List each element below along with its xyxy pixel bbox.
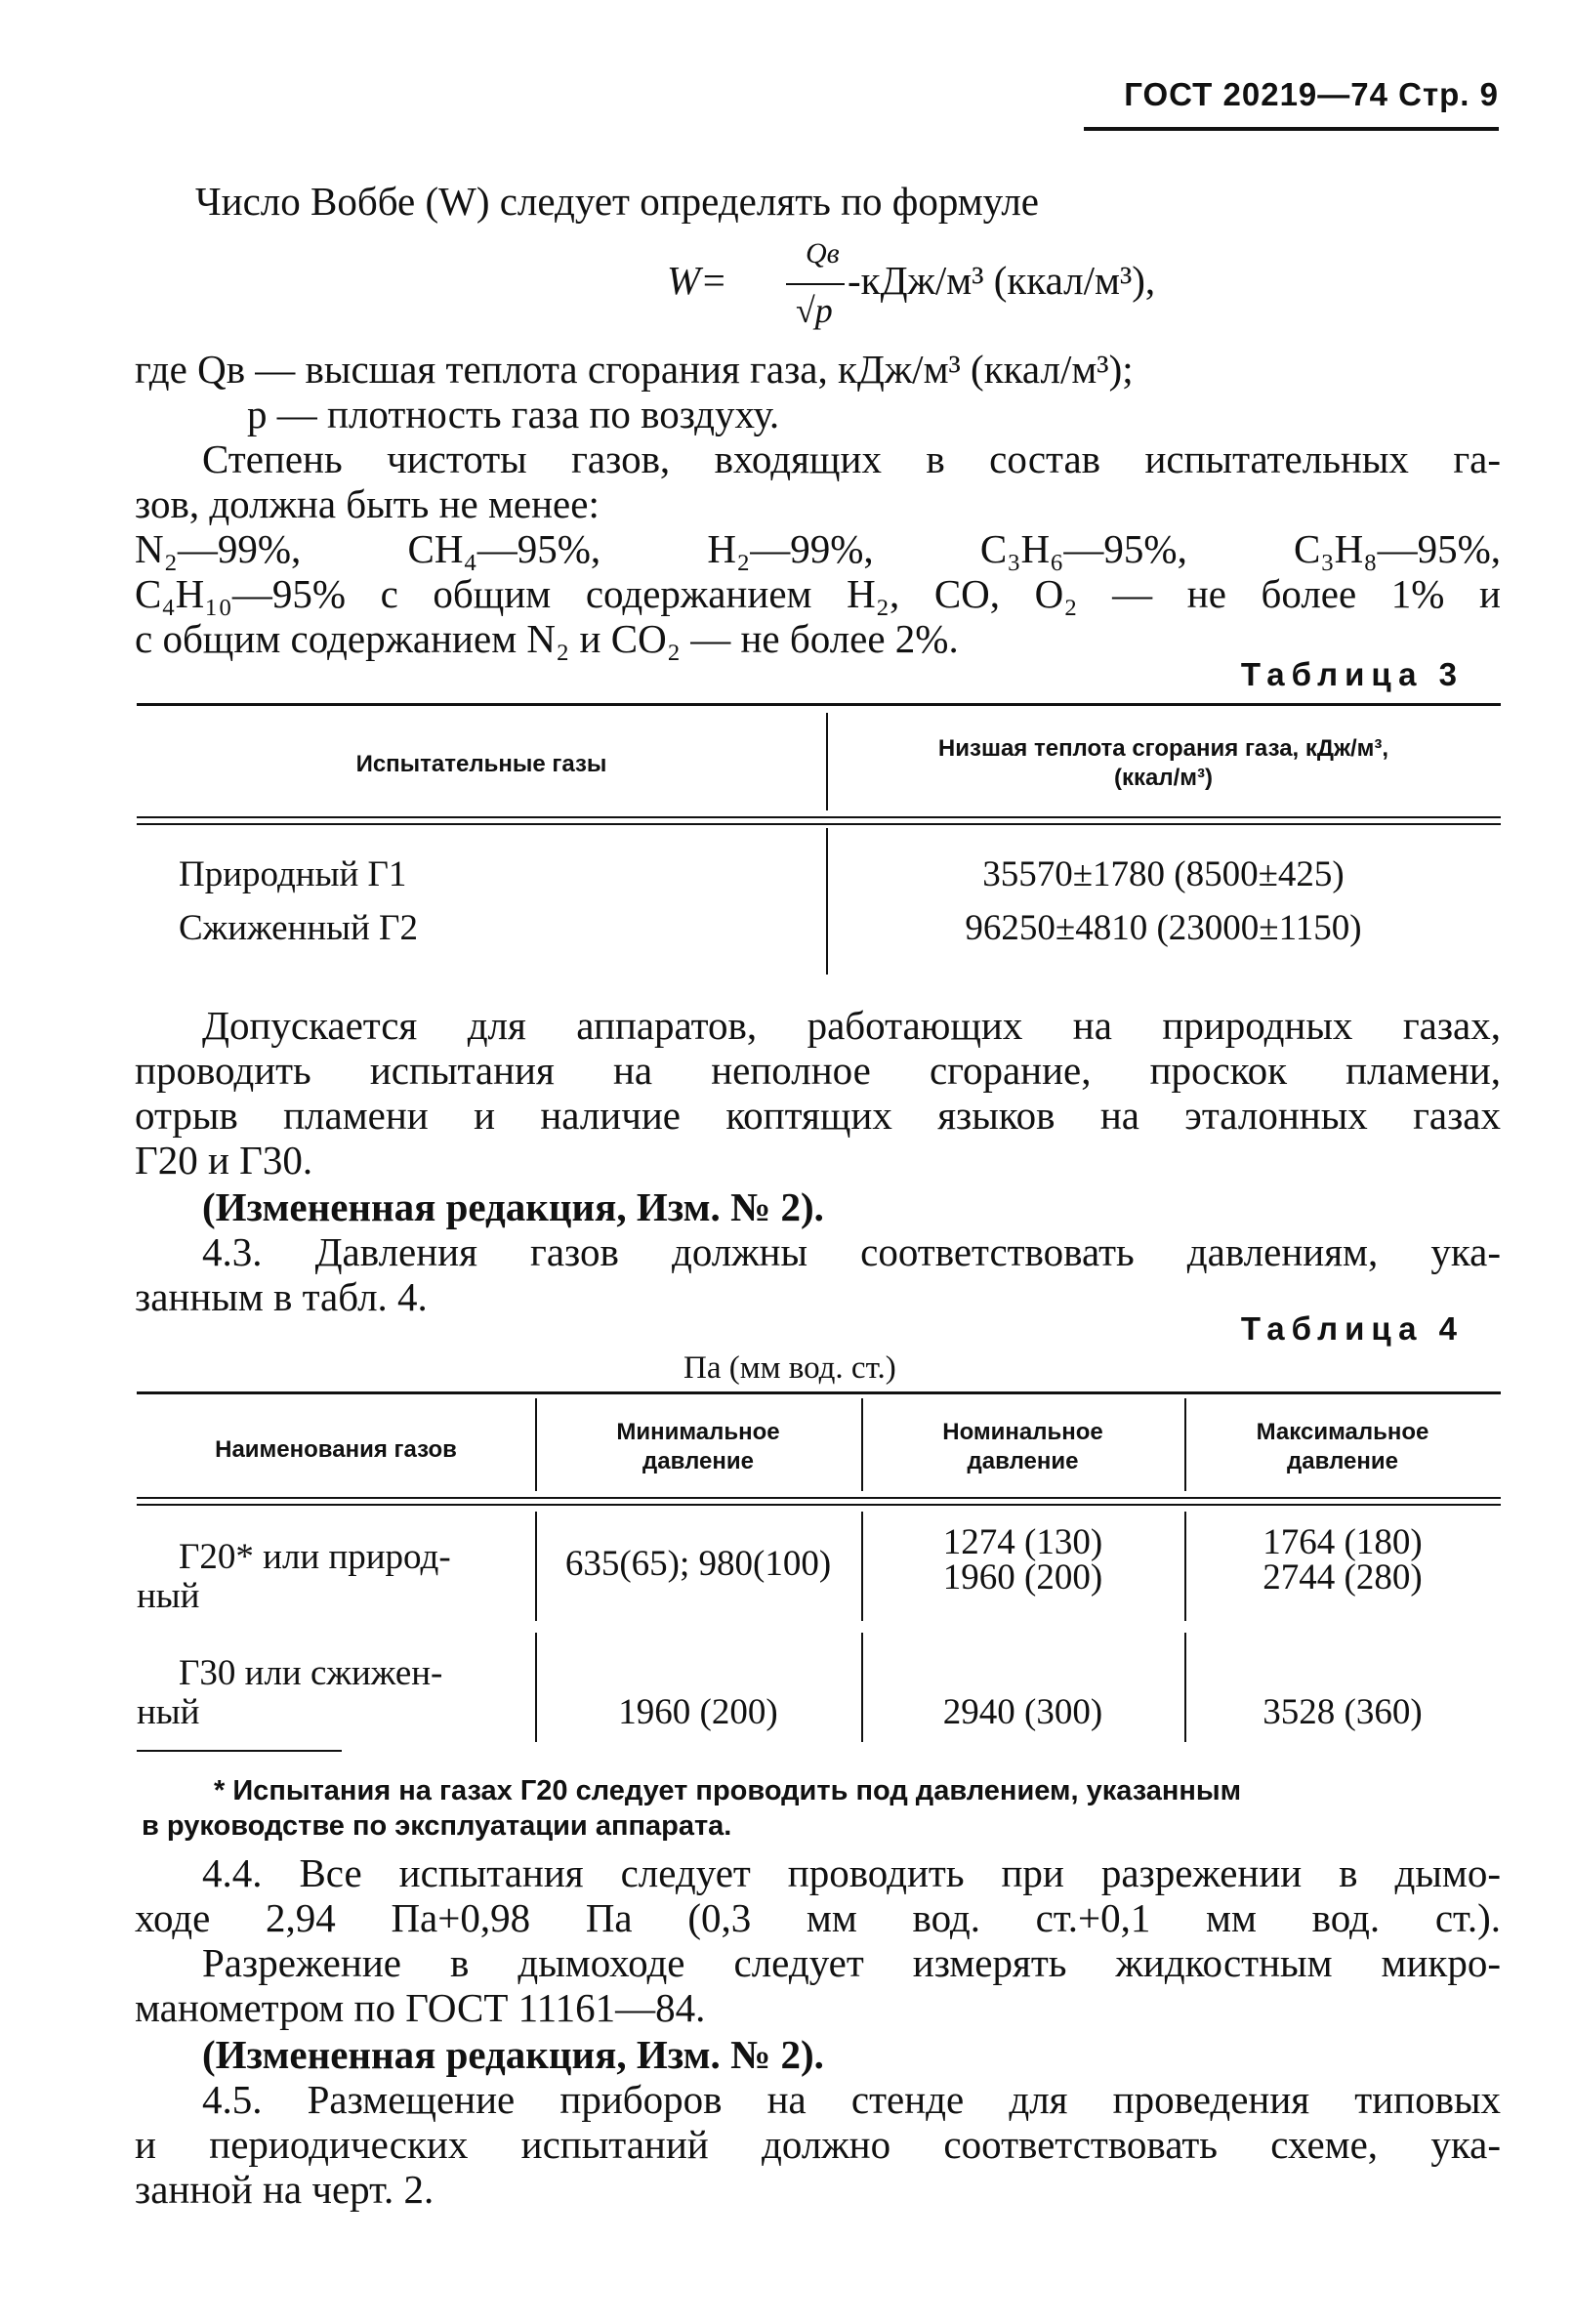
section-4-4-line-1: 4.4. Все испытания следует проводить при разрежении в дымо- <box>202 1850 1501 1895</box>
table-4-col-max-line-1: Максимальное <box>1256 1419 1429 1445</box>
footnote-line-2: в руководстве по эксплуатации аппарата. <box>142 1810 732 1842</box>
table-4-row-1-name-line-2: ный <box>137 1576 200 1616</box>
table-3-col-heat-line-1: Низшая теплота сгорания газа, кДж/м³, <box>937 735 1389 762</box>
table-3-row-1-value: 35570±1780 (8500±425) <box>982 854 1345 894</box>
table-4-caption: Таблица 4 <box>1240 1310 1464 1347</box>
formula-unit: -кДж/м³ (ккал/м³), <box>848 258 1156 303</box>
table-4-row-2-name-line-1: Г30 или сжижен- <box>179 1653 443 1693</box>
formula-numerator: Qв <box>806 237 840 270</box>
table-4-row-1-name-line-1: Г20* или природ- <box>179 1537 451 1577</box>
table-4-row-1-nom-line-1: 1274 (130) <box>942 1522 1103 1562</box>
section-4-5-line-3: занной на черт. 2. <box>135 2167 435 2212</box>
table-3-top-rule <box>137 703 1501 706</box>
table-4-row-2-min: 1960 (200) <box>618 1692 778 1732</box>
table-4-col-nom <box>861 1418 1184 1476</box>
section-4-5-line-2: и периодических испытаний должно соответствовать схеме, ука- <box>135 2122 1501 2167</box>
table-4-col-nom-line-2: давление <box>967 1448 1079 1474</box>
allowed-line-2: проводить испытания на неполное сгорание, проскок пламени, <box>135 1048 1501 1093</box>
table-3-row-1-gas: Природный Г1 <box>179 854 407 894</box>
section-4-5-line-1: 4.5. Размещение приборов на стенде для проведения типовых <box>202 2077 1501 2122</box>
table-4-row-2-name-line-2: ный <box>137 1692 200 1732</box>
table-3-caption: Таблица 3 <box>1240 656 1464 692</box>
table-4-col-min-line-1: Минимальное <box>616 1419 780 1445</box>
edit-note-1: (Измененная редакция, Изм. № 2). <box>202 1184 824 1229</box>
table-4-top-rule <box>137 1391 1501 1394</box>
allowed-line-1: Допускается для аппаратов, работающих на природных газах, <box>202 1003 1501 1048</box>
table-3-col-heat <box>826 734 1501 793</box>
table-4-row-2-nom: 2940 (300) <box>942 1692 1103 1732</box>
purity-line-1: Степень чистоты газов, входящих в состав испытательных га- <box>202 436 1501 481</box>
table-3-row-2-value: 96250±4810 (23000±1150) <box>965 908 1362 948</box>
allowed-line-4: Г20 и Г30. <box>135 1138 313 1183</box>
table-4-row-1-max-line-2: 2744 (280) <box>1263 1557 1423 1598</box>
footnote-rule <box>137 1750 342 1752</box>
where-qb: где Qв — высшая теплота сгорания газа, кДж/м³ (ккал/м³); <box>135 347 1134 392</box>
table-4-row-1-min: 635(65); 980(100) <box>564 1544 832 1584</box>
table-3-col-heat-line-2: (ккал/м³) <box>1113 765 1213 791</box>
table-4-col-max-line-2: давление <box>1287 1448 1398 1474</box>
formula-denominator: √p <box>796 291 833 330</box>
table-4-col-nom-line-1: Номинальное <box>942 1419 1103 1445</box>
table-4-col-min <box>535 1418 861 1476</box>
header-rule <box>1084 127 1499 131</box>
table-4-col-name: Наименования газов <box>215 1436 457 1463</box>
table-4-col-max <box>1184 1418 1501 1476</box>
formula-lhs: W= <box>667 258 727 303</box>
section-4-3-line-1: 4.3. Давления газов должны соответствовать давлениям, ука- <box>202 1229 1501 1274</box>
table-4-row-1-nom-line-2: 1960 (200) <box>942 1557 1103 1598</box>
purity-line-3: N₂—99%, CH₄—95%, H₂—99%, C₃H₆—95%, C₃H₈—95%, <box>135 526 1501 571</box>
table-4-header-rule <box>137 1497 1501 1506</box>
table-3-body-divider <box>826 828 828 975</box>
section-4-4-line-3: Разрежение в дымоходе следует измерять жидкостным микро- <box>202 1940 1501 1985</box>
wobbe-intro: Число Воббе (W) следует определять по формуле <box>195 179 1040 224</box>
purity-line-5: с общим содержанием N₂ и CO₂ — не более 2%. <box>135 616 959 661</box>
section-4-4-line-2: ходе 2,94 Па+0,98 Па (0,3 мм вод. ст.+0,1 мм вод. ст.). <box>135 1895 1501 1940</box>
purity-line-4: C₄H₁₀—95% с общим содержанием H₂, CO, O₂ — не более 1% и <box>135 571 1501 616</box>
where-p: p — плотность газа по воздуху. <box>247 392 780 436</box>
table-4-row-1-max-line-1: 1764 (180) <box>1263 1522 1423 1562</box>
purity-line-2: зов, должна быть не менее: <box>135 481 600 526</box>
table-4-row-2-max: 3528 (360) <box>1263 1692 1423 1732</box>
table-3-header-rule <box>137 816 1501 825</box>
table-4-units: Па (мм вод. ст.) <box>683 1350 896 1386</box>
edit-note-2: (Измененная редакция, Изм. № 2). <box>202 2032 824 2077</box>
allowed-line-3: отрыв пламени и наличие коптящих языков на эталонных газах <box>135 1093 1501 1138</box>
table-3-row-2-gas: Сжиженный Г2 <box>179 908 418 948</box>
section-4-4-line-4: манометром по ГОСТ 11161—84. <box>135 1985 706 2030</box>
table-3-col-gases: Испытательные газы <box>355 751 607 777</box>
table-4-col-min-line-2: давление <box>642 1448 754 1474</box>
page-header: ГОСТ 20219—74 Стр. 9 <box>1124 76 1499 112</box>
section-4-3-line-2: занным в табл. 4. <box>135 1274 428 1319</box>
footnote-line-1: * Испытания на газах Г20 следует проводить под давлением, указанным <box>214 1775 1242 1806</box>
formula-fraction-bar <box>786 283 845 285</box>
